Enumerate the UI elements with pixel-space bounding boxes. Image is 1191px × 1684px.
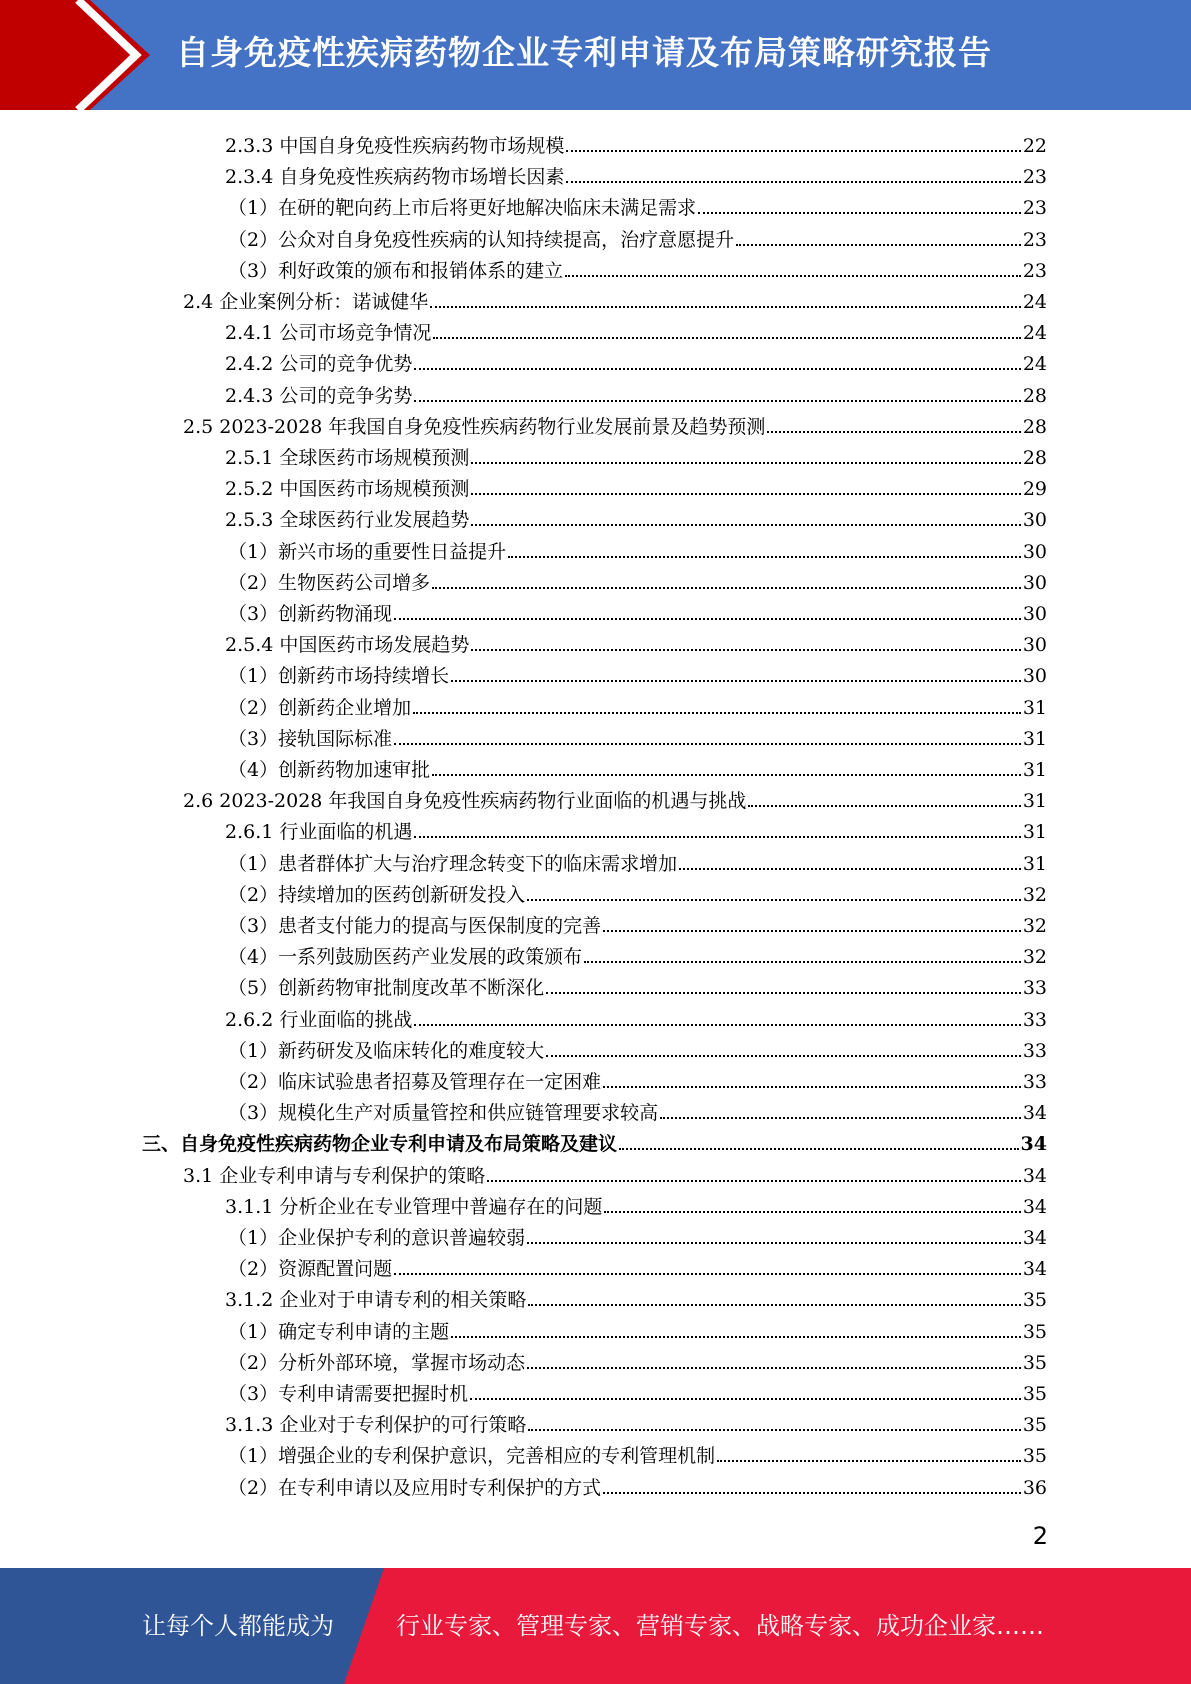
toc-entry-page: 31 [1022,696,1047,719]
toc-dot-leader [471,649,1020,651]
toc-entry-label: 3.1.1 分析企业在专业管理中普遍存在的问题 [225,1195,603,1218]
toc-dot-leader [432,587,1021,589]
toc-dot-leader [736,244,1021,246]
toc-entry[interactable] [228,908,1047,938]
toc-dot-leader [767,431,1020,433]
toc-entry[interactable] [228,752,1047,782]
toc-entry[interactable] [225,1002,1047,1032]
toc-entry-label: 2.6 2023-2028 年我国自身免疫性疾病药物行业面临的机遇与挑战 [183,790,747,813]
toc-entry[interactable] [228,222,1047,252]
toc-dot-leader [717,1460,1021,1462]
toc-entry-page: 34 [1022,1195,1047,1218]
toc-entry[interactable] [228,1033,1047,1063]
toc-entry-label: （4）创新药物加速审批 [228,759,431,781]
toc-dot-leader [433,337,1020,339]
toc-entry[interactable] [228,1470,1047,1500]
toc-entry[interactable] [228,939,1047,969]
toc-entry-label: 3.1.3 企业对于专利保护的可行策略 [225,1414,527,1437]
toc-entry-label: （2）持续增加的医药创新研发投入 [228,883,526,906]
toc-entry[interactable] [225,378,1047,408]
toc-entry-label: （1）在研的靶向药上市后将更好地解决临床未满足需求 [228,197,697,220]
toc-entry-label: （5）创新药物审批制度改革不断深化 [228,977,545,1000]
toc-entry[interactable] [228,1376,1047,1406]
toc-dot-leader [603,930,1021,932]
toc-entry[interactable] [228,253,1047,283]
toc-entry-label: （4）一系列鼓励医药产业发展的政策颁布 [228,946,583,969]
toc-dot-leader [584,961,1021,963]
toc-entry-page: 32 [1022,946,1047,969]
toc-dot-leader [619,1148,1019,1150]
footer-banner [0,1568,1191,1684]
toc-entry-page: 35 [1022,1351,1047,1374]
toc-entry-page: 30 [1022,540,1047,563]
toc-dot-leader [660,1117,1021,1119]
toc-entry[interactable] [225,346,1047,376]
toc-entry-page: 24 [1022,322,1047,345]
toc-entry-label: 2.5.4 中国医药市场发展趋势 [225,634,470,657]
toc-entry-page: 31 [1022,852,1047,875]
header-banner [0,0,1191,110]
toc-entry-page: 31 [1022,727,1047,750]
toc-dot-leader [748,805,1020,807]
toc-entry-label: （1）增强企业的专利保护意识，完善相应的专利管理机制 [228,1445,716,1468]
toc-entry-label: （2）创新药企业增加 [228,696,412,719]
toc-entry-page: 35 [1022,1289,1047,1312]
toc-entry-page: 33 [1022,1039,1047,1062]
toc-entry-label: 2.6.1 行业面临的机遇 [225,821,413,844]
toc-entry[interactable] [228,1064,1047,1094]
toc-entry-label: 2.4.3 公司的竞争劣势 [225,384,413,407]
toc-entry[interactable] [228,1251,1047,1281]
toc-entry-label: （3）利好政策的颁布和报销体系的建立 [228,259,564,282]
toc-dot-leader [603,1086,1021,1088]
toc-entry-label: （2）公众对自身免疫性疾病的认知持续提高，治疗意愿提升 [228,228,735,251]
toc-dot-leader [471,493,1020,495]
toc-entry-page: 30 [1022,571,1047,594]
toc-entry-label: （1）确定专利申请的主题 [228,1320,450,1343]
toc-entry-label: （3）规模化生产对质量管控和供应链管理要求较高 [228,1102,659,1125]
report-title: 自身免疫性疾病药物企业专利申请及布局策略研究报告 [176,33,992,72]
toc-dot-leader [603,1492,1021,1494]
toc-dot-leader [527,1367,1021,1369]
toc-entry[interactable] [228,1095,1047,1125]
toc-entry-page: 34 [1022,1227,1047,1249]
toc-entry[interactable] [228,534,1047,564]
toc-dot-leader [528,1429,1020,1431]
toc-entry[interactable] [225,471,1047,501]
toc-entry[interactable] [225,1407,1047,1437]
toc-entry-page: 32 [1022,915,1047,937]
toc-entry-label: （1）新兴市场的重要性日益提升 [228,540,507,563]
toc-entry-page: 35 [1022,1383,1047,1405]
toc-dot-leader [413,712,1021,714]
toc-entry-label: 3.1 企业专利申请与专利保护的策略 [183,1164,486,1187]
toc-entry-label: （2）分析外部环境，掌握市场动态 [228,1351,526,1374]
toc-entry-page: 30 [1022,603,1047,625]
toc-entry-label: （2）在专利申请以及应用时专利保护的方式 [228,1476,602,1499]
toc-entry-page: 34 [1020,1133,1047,1156]
toc-entry-page: 30 [1022,665,1047,688]
toc-entry-page: 32 [1022,883,1047,906]
toc-entry-label: 三、自身免疫性疾病药物企业专利申请及布局策略及建议 [142,1133,618,1156]
toc-entry-label: 2.4.2 公司的竞争优势 [225,353,413,376]
toc-entry-label: 2.5.2 中国医药市场规模预测 [225,478,470,501]
toc-dot-leader [451,1336,1021,1338]
toc-entry[interactable] [228,1314,1047,1344]
toc-entry-label: 2.3.4 自身免疫性疾病药物市场增长因素 [225,166,565,189]
toc-dot-leader [471,524,1020,526]
toc-entry[interactable] [228,970,1047,1000]
toc-entry-page: 24 [1022,291,1047,313]
toc-dot-leader [394,1273,1021,1275]
toc-entry-label: （2）资源配置问题 [228,1258,393,1281]
toc-entry-page: 31 [1022,759,1047,781]
toc-entry-label: 2.5.3 全球医药行业发展趋势 [225,509,470,532]
footer-slogan-right: 行业专家、管理专家、营销专家、战略专家、成功企业家…… [396,1612,1044,1640]
toc-entry-label: 2.5.1 全球医药市场规模预测 [225,447,470,469]
toc-entry-label: 2.6.2 行业面临的挑战 [225,1008,413,1031]
toc-dot-leader [414,368,1020,370]
toc-dot-leader [527,899,1021,901]
toc-dot-leader [546,1055,1021,1057]
toc-entry[interactable] [142,1126,1047,1156]
toc-entry[interactable] [225,627,1047,657]
toc-entry[interactable] [183,1158,1047,1188]
footer-slogan-left: 让每个人都能成为 [142,1612,334,1640]
toc-dot-leader [451,680,1021,682]
toc-dot-leader [527,1242,1021,1244]
toc-entry[interactable] [228,877,1047,907]
toc-entry-page: 35 [1022,1445,1047,1468]
header-chevron-decoration [0,0,160,110]
toc-entry-label: （3）创新药物涌现 [228,603,393,625]
toc-entry-label: 2.3.3 中国自身免疫性疾病药物市场规模 [225,135,565,157]
toc-dot-leader [414,836,1020,838]
toc-entry-page: 35 [1022,1414,1047,1437]
toc-entry[interactable] [225,128,1047,158]
toc-dot-leader [470,1398,1021,1400]
toc-entry-page: 23 [1022,259,1047,282]
toc-entry-page: 22 [1022,135,1047,157]
toc-entry-page: 33 [1022,1008,1047,1031]
toc-entry[interactable] [228,1220,1047,1250]
toc-entry-label: （1）患者群体扩大与治疗理念转变下的临床需求增加 [228,852,678,875]
toc-dot-leader [528,1304,1020,1306]
toc-dot-leader [414,1024,1020,1026]
toc-dot-leader [508,556,1021,558]
toc-entry-page: 30 [1022,634,1047,657]
toc-dot-leader [432,774,1021,776]
toc-dot-leader [394,743,1021,745]
toc-entry[interactable] [228,846,1047,876]
toc-entry[interactable] [228,721,1047,751]
toc-dot-leader [394,618,1021,620]
toc-entry-page: 35 [1022,1320,1047,1343]
toc-entry[interactable] [183,783,1047,813]
toc-entry[interactable] [225,1189,1047,1219]
toc-entry[interactable] [228,658,1047,688]
toc-entry[interactable] [225,814,1047,844]
toc-dot-leader [565,275,1021,277]
toc-entry[interactable] [183,284,1047,314]
toc-entry-label: （2）临床试验患者招募及管理存在一定困难 [228,1071,602,1093]
toc-dot-leader [604,1211,1020,1213]
toc-entry-label: （1）企业保护专利的意识普遍较弱 [228,1227,526,1249]
toc-entry-page: 23 [1022,197,1047,220]
toc-entry-label: 2.4.1 公司市场竞争情况 [225,322,432,345]
toc-dot-leader [471,462,1020,464]
toc-entry-page: 34 [1022,1164,1047,1187]
toc-dot-leader [679,868,1021,870]
toc-dot-leader [698,212,1021,214]
toc-entry-page: 29 [1022,478,1047,501]
toc-entry-label: （3）专利申请需要把握时机 [228,1383,469,1405]
toc-entry-page: 33 [1022,1071,1047,1093]
toc-entry[interactable] [228,596,1047,626]
toc-entry-label: （2）生物医药公司增多 [228,571,431,594]
toc-entry[interactable] [228,190,1047,220]
toc-entry[interactable] [228,1438,1047,1468]
toc-entry-page: 24 [1022,353,1047,376]
toc-entry-page: 30 [1022,509,1047,532]
toc-entry[interactable] [225,315,1047,345]
page-number: 2 [1032,1522,1048,1550]
toc-entry-label: （1）创新药市场持续增长 [228,665,450,688]
toc-dot-leader [430,306,1021,308]
toc-entry[interactable] [225,502,1047,532]
toc-entry-page: 33 [1022,977,1047,1000]
toc-entry[interactable] [228,690,1047,720]
toc-entry-page: 23 [1022,166,1047,189]
toc-entry[interactable] [225,159,1047,189]
toc-entry-page: 23 [1022,228,1047,251]
toc-entry-label: （3）接轨国际标准 [228,727,393,750]
toc-entry-label: （1）新药研发及临床转化的难度较大 [228,1039,545,1062]
toc-entry-label: 2.5 2023-2028 年我国自身免疫性疾病药物行业发展前景及趋势预测 [183,415,766,438]
toc-entry-label: 2.4 企业案例分析：诺诚健华 [183,291,429,313]
toc-entry[interactable] [183,409,1047,439]
toc-dot-leader [566,181,1020,183]
toc-dot-leader [566,150,1020,152]
toc-entry-page: 34 [1022,1102,1047,1125]
toc-entry-page: 34 [1022,1258,1047,1281]
toc-entry-page: 31 [1022,790,1047,813]
toc-entry[interactable] [228,1345,1047,1375]
toc-entry[interactable] [225,1282,1047,1312]
toc-entry[interactable] [228,565,1047,595]
toc-entry-label: 3.1.2 企业对于申请专利的相关策略 [225,1289,527,1312]
toc-entry[interactable] [225,440,1047,470]
toc-entry-page: 28 [1022,415,1047,438]
toc-entry-page: 36 [1022,1476,1047,1499]
toc-dot-leader [546,992,1021,994]
toc-dot-leader [487,1180,1021,1182]
toc-dot-leader [414,400,1020,402]
toc-entry-page: 28 [1022,447,1047,469]
toc-entry-label: （3）患者支付能力的提高与医保制度的完善 [228,915,602,937]
toc-entry-page: 28 [1022,384,1047,407]
toc-entry-page: 31 [1022,821,1047,844]
